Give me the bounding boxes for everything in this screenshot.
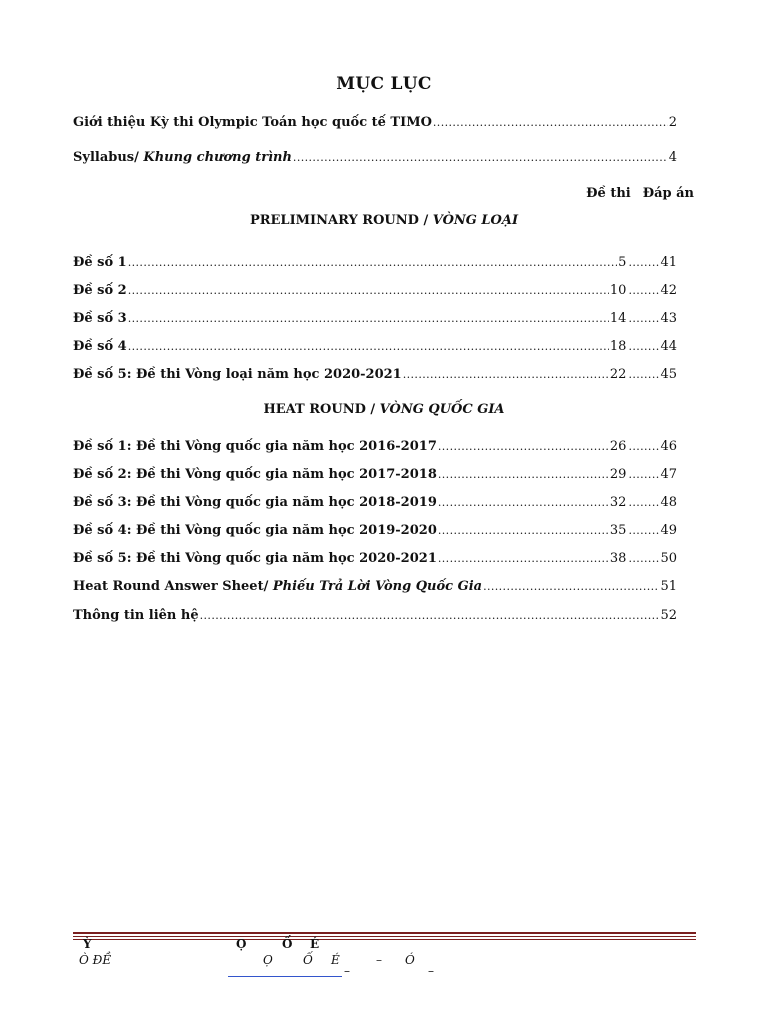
footer-rule [73,936,696,937]
footer-glyph: É [331,953,340,967]
toc-entry-label: Đề số 3: Đề thi Vòng quốc gia năm học 2018-2019 [73,495,437,510]
heading-italic: VÒNG LOẠI [432,213,519,228]
exam-page-number: 5 [618,255,627,270]
column-header-answer: Đáp án [642,186,694,201]
toc-entry-label [73,579,482,594]
exam-page-number: 32 [609,495,627,510]
footer-glyph: – [376,953,382,967]
toc-entry-label: Đề số 1: Đề thi Vòng quốc gia năm học 2016-2017 [73,439,437,454]
toc-entry-heat-4[interactable] [73,523,677,543]
dot-leader [628,552,660,565]
answer-sheet-label-italic: Phiếu Trả Lời Vòng Quốc Gia [272,579,483,594]
toc-entry-preliminary-4[interactable] [73,339,677,359]
dot-leader [483,580,659,593]
answer-page-number: 50 [660,551,677,566]
footer-glyph: Ọ [236,937,247,951]
answer-page-number: 47 [660,467,677,482]
exam-page-number: 29 [609,467,627,482]
toc-entry-label [73,150,292,165]
toc-entry-preliminary-5[interactable] [73,367,677,387]
footer-rule [73,932,696,934]
footer-glyph: Ò ĐỀ [79,953,112,967]
toc-entry-preliminary-3[interactable] [73,311,677,331]
toc-entry-label: Thông tin liên hệ [73,608,199,623]
dot-leader [628,496,660,509]
dot-leader [128,340,609,353]
dot-leader [403,368,609,381]
footer-glyph: – [344,964,350,978]
page-number: 4 [668,150,677,165]
answer-page-number: 46 [660,439,677,454]
toc-entry-label: Đề số 4: Đề thi Vòng quốc gia năm học 2019-2020 [73,523,437,538]
exam-page-number: 22 [609,367,627,382]
dot-leader [628,256,660,269]
dot-leader [438,468,609,481]
toc-entry-intro[interactable] [73,115,677,135]
exam-page-number: 38 [609,551,627,566]
page-title: MỤC LỤC [336,74,432,94]
toc-entry-label: Giới thiệu Kỳ thi Olympic Toán học quốc tế TIMO [73,115,432,130]
dot-leader [438,524,609,537]
footer-link[interactable] [228,976,342,977]
exam-page-number: 26 [609,439,627,454]
answer-page-number: 41 [660,255,677,270]
dot-leader [628,524,660,537]
dot-leader [628,368,660,381]
heading-italic: VÒNG QUỐC GIA [379,402,505,417]
dot-leader [438,552,609,565]
dot-leader [200,609,660,622]
answer-page-number: 48 [660,495,677,510]
page-number: 51 [660,579,677,594]
footer-glyph: – [428,964,434,978]
toc-entry-label: Đề số 5: Đề thi Vòng quốc gia năm học 2020-2021 [73,551,437,566]
exam-page-number: 14 [609,311,627,326]
section-heading-heat [0,402,768,417]
answer-page-number: 44 [660,339,677,354]
heading-text: HEAT ROUND / [263,402,380,417]
toc-entry-heat-1[interactable] [73,439,677,459]
toc-entry-contact[interactable] [73,608,677,628]
dot-leader [438,440,609,453]
dot-leader [128,284,609,297]
column-header-exam: Đề thi [586,186,631,201]
dot-leader [128,256,617,269]
footer-glyph: Ó [405,953,415,967]
dot-leader [293,151,668,164]
toc-entry-answer-sheet[interactable] [73,579,677,599]
toc-entry-label: Đề số 4 [73,339,127,354]
toc-entry-label: Đề số 5: Đề thi Vòng loại năm học 2020-2021 [73,367,402,382]
toc-entry-preliminary-1[interactable] [73,255,677,275]
answer-sheet-label-bold: Heat Round Answer Sheet/ [73,579,273,594]
column-headers [574,186,694,201]
dot-leader [128,312,609,325]
dot-leader [628,468,660,481]
syllabus-label-bold: Syllabus/ [73,150,144,165]
dot-leader [628,284,660,297]
toc-entry-syllabus[interactable] [73,150,677,170]
page-number: 52 [660,608,677,623]
answer-page-number: 42 [660,283,677,298]
heading-text: PRELIMINARY ROUND / [249,213,433,228]
footer-glyph: É [310,937,320,951]
answer-page-number: 49 [660,523,677,538]
toc-entry-label: Đề số 3 [73,311,127,326]
toc-entry-heat-3[interactable] [73,495,677,515]
dot-leader [628,340,660,353]
section-heading-preliminary [0,213,768,228]
exam-page-number: 10 [609,283,627,298]
footer-glyph: Ỳ [83,937,92,951]
footer-glyph: Ố [282,937,293,951]
footer-glyph: Ố [303,953,313,967]
exam-page-number: 35 [609,523,627,538]
toc-entry-heat-5[interactable] [73,551,677,571]
answer-page-number: 45 [660,367,677,382]
toc-entry-preliminary-2[interactable] [73,283,677,303]
exam-page-number: 18 [609,339,627,354]
dot-leader [433,116,668,129]
footer-glyph: Ọ [263,953,273,967]
toc-entry-label: Đề số 2: Đề thi Vòng quốc gia năm học 2017-2018 [73,467,437,482]
toc-entry-label: Đề số 2 [73,283,127,298]
toc-entry-heat-2[interactable] [73,467,677,487]
footer-rule [73,939,696,940]
toc-entry-label: Đề số 1 [73,255,127,270]
answer-page-number: 43 [660,311,677,326]
dot-leader [438,496,609,509]
page-number: 2 [668,115,677,130]
syllabus-label-italic: Khung chương trình [143,150,292,165]
dot-leader [628,440,660,453]
dot-leader [628,312,660,325]
